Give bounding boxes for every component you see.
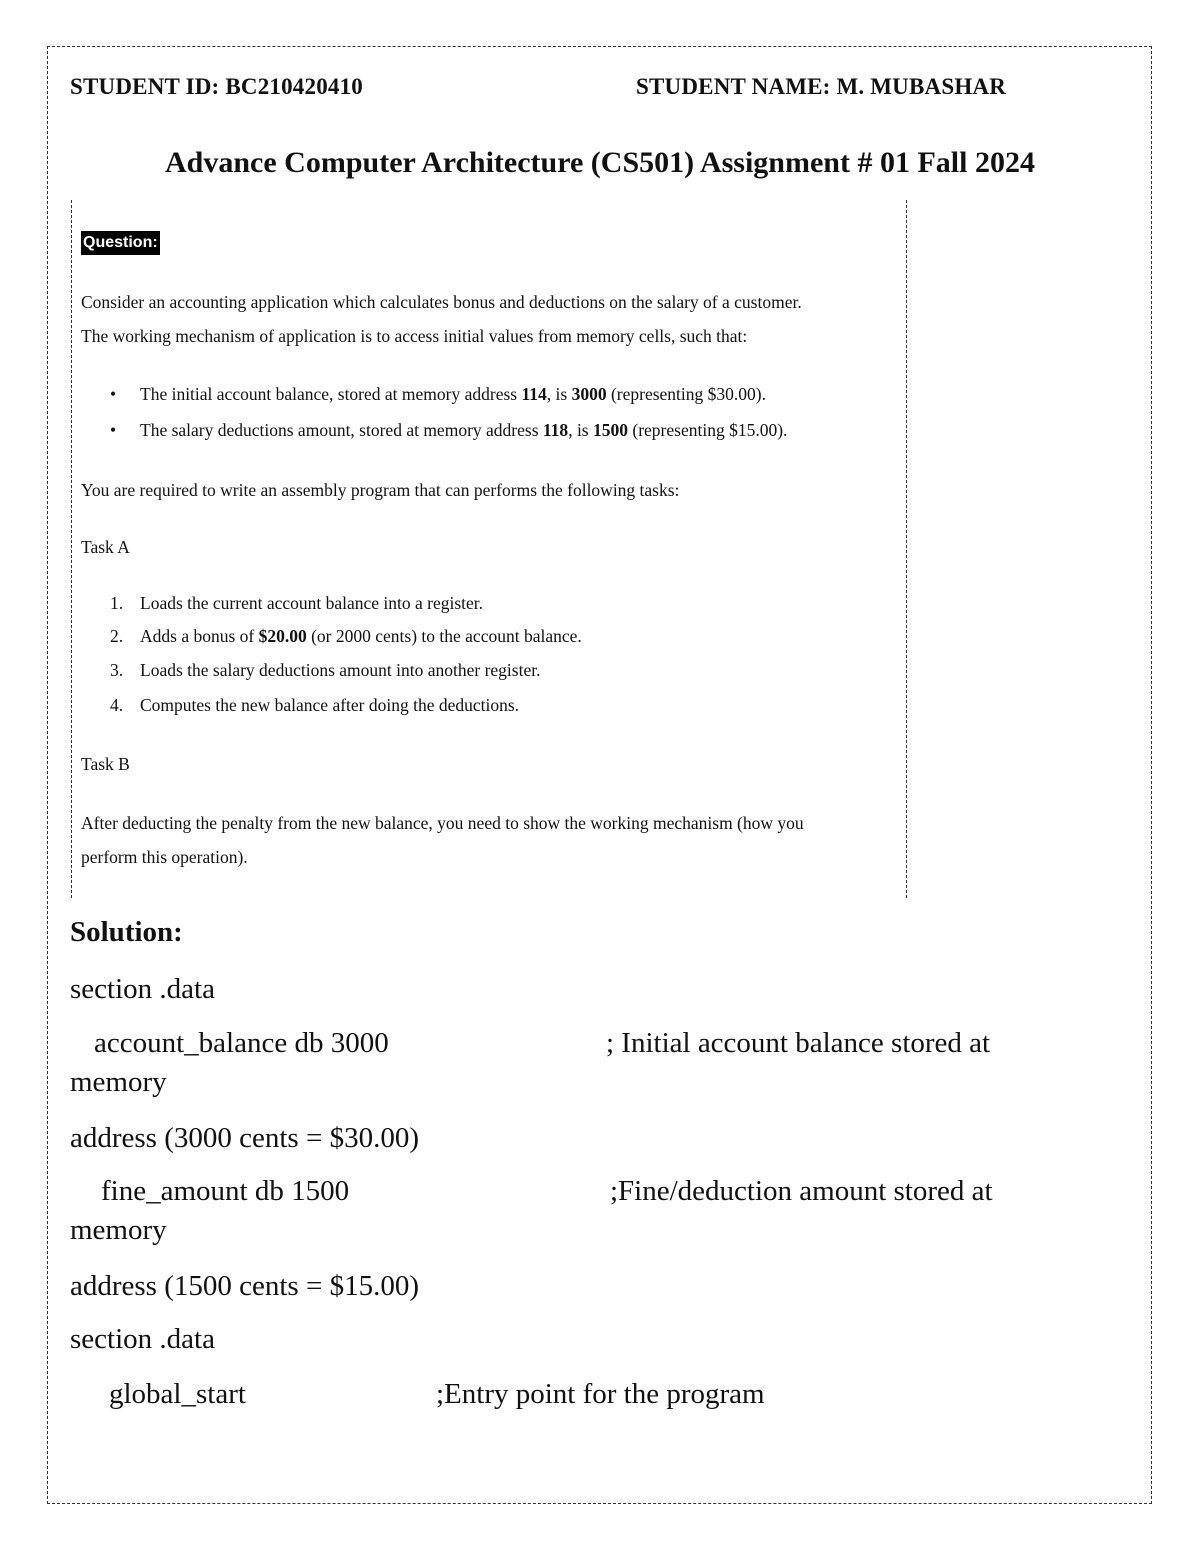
code-line [70, 1266, 419, 1306]
memory-address: 114 [521, 384, 547, 404]
bullet-text: , is [568, 420, 593, 440]
bonus-amount: $20.00 [258, 626, 307, 646]
code-text: account_balance db 3000 [94, 1027, 389, 1059]
task-a-label: Task A [81, 537, 130, 557]
item-number: 2. [110, 626, 124, 646]
item-text: (or 2000 cents) to the account balance. [306, 626, 582, 646]
document-title: Advance Computer Architecture (CS501) Assignment # 01 Fall 2024 [165, 146, 1035, 179]
bullet-text: The salary deductions amount, stored at memory address [140, 420, 543, 440]
bullet-icon: • [110, 384, 117, 404]
code-text: memory [70, 1214, 167, 1246]
code-line [70, 1171, 1070, 1211]
student-header [70, 74, 1070, 104]
code-comment: ;Entry point for the program [436, 1378, 765, 1410]
list-item [110, 695, 519, 716]
code-line [70, 1210, 167, 1250]
code-line [70, 1062, 167, 1102]
code-comment: ; Initial account balance stored at [606, 1027, 991, 1059]
item-number: 3. [110, 660, 124, 680]
question-label: Question: [81, 231, 160, 255]
solution-heading: Solution: [70, 916, 183, 948]
code-comment: ;Fine/deduction amount stored at [610, 1175, 993, 1207]
question-intro-line-2: The working mechanism of application is to access initial values from memory cells, such that: [81, 326, 748, 346]
code-line [70, 1118, 419, 1158]
list-item [110, 626, 582, 647]
bullet-text: The initial account balance, stored at memory address [140, 384, 522, 404]
item-text: Loads the salary deductions amount into another register. [140, 660, 541, 680]
code-line [70, 1374, 1070, 1414]
item-number: 1. [110, 593, 124, 613]
bullet-text: (representing $30.00). [606, 384, 766, 404]
list-item [110, 420, 787, 441]
question-intro-line-1: Consider an accounting application which calculates bonus and deductions on the salary of a customer. [81, 292, 802, 312]
student-name: STUDENT NAME: M. MUBASHAR [636, 74, 1007, 99]
task-b-line-2: perform this operation). [81, 847, 248, 867]
list-item [110, 660, 540, 681]
task-b-label: Task B [81, 754, 130, 774]
item-text: Computes the new balance after doing the deductions. [140, 695, 520, 715]
item-text: Adds a bonus of [140, 626, 259, 646]
value: 3000 [571, 384, 607, 404]
memory-address: 118 [542, 420, 569, 440]
code-text: global_start [109, 1378, 246, 1410]
code-text: fine_amount db 1500 [101, 1175, 350, 1207]
code-text: address (1500 cents = $15.00) [70, 1270, 419, 1302]
requirement-text: You are required to write an assembly program that can performs the following tasks: [81, 480, 680, 500]
code-text: section .data [70, 973, 215, 1005]
code-text: address (3000 cents = $30.00) [70, 1122, 419, 1154]
code-text: section .data [70, 1323, 215, 1355]
item-text: Loads the current account balance into a register. [140, 593, 484, 613]
code-text: memory [70, 1066, 167, 1098]
value: 1500 [593, 420, 628, 440]
bullet-text: (representing $15.00). [628, 420, 788, 440]
student-id: STUDENT ID: BC210420410 [70, 74, 363, 99]
bullet-text: , is [546, 384, 572, 404]
list-item [110, 384, 766, 405]
code-line [70, 1023, 1070, 1063]
list-item [110, 593, 483, 614]
item-number: 4. [110, 695, 124, 715]
code-line [70, 969, 215, 1009]
code-line [70, 1319, 215, 1359]
task-b-line-1: After deducting the penalty from the new balance, you need to show the working mechanism (how you [81, 813, 804, 833]
bullet-icon: • [110, 420, 117, 440]
